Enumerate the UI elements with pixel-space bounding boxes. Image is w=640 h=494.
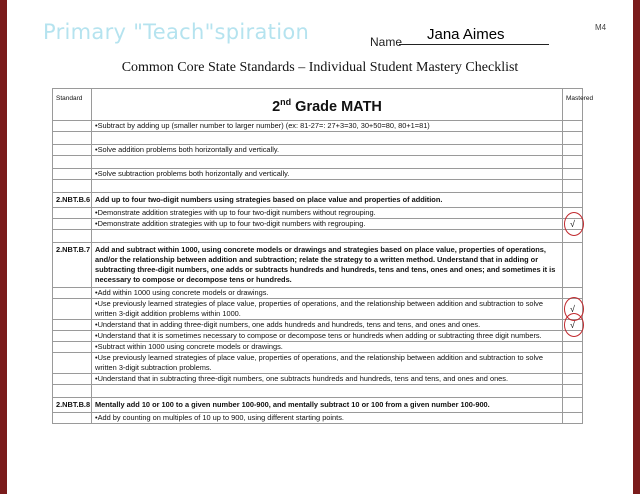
standard-code-cell bbox=[53, 132, 92, 145]
table-row bbox=[53, 320, 583, 331]
standard-code-cell bbox=[53, 121, 92, 132]
mastered-cell[interactable] bbox=[563, 353, 583, 374]
mastery-checklist-table bbox=[52, 88, 594, 424]
mastered-cell[interactable] bbox=[563, 374, 583, 385]
table-row bbox=[53, 208, 583, 219]
skill-description-cell: •Solve addition problems both horizontally and vertically. bbox=[92, 145, 563, 156]
checkmark-icon: √ bbox=[570, 219, 575, 229]
title-grade-number: 2 bbox=[272, 98, 281, 115]
standard-code-cell bbox=[53, 385, 92, 398]
page-subtitle: Common Core State Standards – Individual Student Mastery Checklist bbox=[121, 60, 519, 75]
skill-description-cell: •Use previously learned strategies of place value, properties of operations, and the relationship between addition and subtraction to solve written 3-digit subtraction problems. bbox=[92, 353, 563, 374]
title-grade-suffix: nd bbox=[280, 97, 292, 108]
standard-code-cell bbox=[53, 145, 92, 156]
table-row bbox=[53, 353, 583, 374]
table-row bbox=[53, 288, 583, 299]
skill-description-cell: •Add by counting on multiples of 10 up to 900, using different starting points. bbox=[92, 413, 563, 424]
mastered-cell[interactable] bbox=[563, 398, 583, 413]
skill-description-cell bbox=[92, 156, 563, 169]
mastered-cell[interactable] bbox=[563, 219, 583, 230]
table-row bbox=[53, 145, 583, 156]
mastered-cell[interactable] bbox=[563, 156, 583, 169]
skill-description-cell: •Understand that in subtracting three-digit numbers, one subtracts hundreds and hundreds, tens and tens, and ones and ones. bbox=[92, 374, 563, 385]
skill-description-cell bbox=[92, 132, 563, 145]
mastered-cell[interactable] bbox=[563, 180, 583, 193]
title-subject: Grade MATH bbox=[291, 98, 382, 115]
standard-code-cell bbox=[53, 208, 92, 219]
mastered-cell[interactable] bbox=[563, 169, 583, 180]
standard-code-cell: 2.NBT.B.7 bbox=[53, 243, 92, 288]
table-row bbox=[53, 121, 583, 132]
table-row bbox=[53, 156, 583, 169]
mastered-cell[interactable] bbox=[563, 413, 583, 424]
skill-description-cell bbox=[92, 230, 563, 243]
column-header-mastered: Mastered bbox=[563, 89, 583, 121]
checkmark-icon: √ bbox=[570, 320, 575, 330]
skill-description-cell: •Demonstrate addition strategies with up to four two-digit numbers without regrouping. bbox=[92, 208, 563, 219]
standard-code-cell bbox=[53, 320, 92, 331]
standard-description-cell: Mentally add 10 or 100 to a given number 100-900, and mentally subtract 10 or 100 from a given number 100-900. bbox=[92, 398, 563, 413]
checkmark-icon: √ bbox=[570, 304, 575, 314]
standard-code-cell bbox=[53, 342, 92, 353]
column-header-standard: Standard bbox=[53, 89, 92, 121]
skill-description-cell: •Solve subtraction problems both horizontally and vertically. bbox=[92, 169, 563, 180]
standard-code-cell: 2.NBT.B.6 bbox=[53, 193, 92, 208]
table-row bbox=[53, 342, 583, 353]
standard-code-cell bbox=[53, 374, 92, 385]
skill-description-cell: •Add within 1000 using concrete models or drawings. bbox=[92, 288, 563, 299]
standard-description-cell: Add up to four two-digit numbers using strategies based on place value and properties of addition. bbox=[92, 193, 563, 208]
worksheet-page bbox=[7, 0, 633, 494]
table-row bbox=[53, 193, 583, 208]
skill-description-cell: •Subtract within 1000 using concrete models or drawings. bbox=[92, 342, 563, 353]
mastered-cell[interactable] bbox=[563, 243, 583, 288]
table-row bbox=[53, 132, 583, 145]
mastered-cell[interactable] bbox=[563, 331, 583, 342]
sheet-code: M4 bbox=[595, 23, 607, 32]
table-row bbox=[53, 169, 583, 180]
table-row bbox=[53, 180, 583, 193]
table-row bbox=[53, 331, 583, 342]
skill-description-cell: •Demonstrate addition strategies with up to four two-digit numbers with regrouping. bbox=[92, 219, 563, 230]
standard-code-cell bbox=[53, 413, 92, 424]
standard-code-cell bbox=[53, 288, 92, 299]
standard-code-cell: 2.NBT.B.8 bbox=[53, 398, 92, 413]
mastered-cell[interactable] bbox=[563, 342, 583, 353]
name-underline bbox=[399, 44, 549, 45]
brand-logo-text: Primary "Teach"spiration bbox=[43, 20, 310, 44]
name-label: Name bbox=[370, 35, 403, 49]
mastered-cell[interactable] bbox=[563, 230, 583, 243]
standard-code-cell bbox=[53, 219, 92, 230]
mastered-cell[interactable] bbox=[563, 145, 583, 156]
skill-description-cell: •Understand that it is sometimes necessary to compose or decompose tens or hundreds when adding or subtracting three digit numbers. bbox=[92, 331, 563, 342]
standard-description-cell: Add and subtract within 1000, using concrete models or drawings and strategies based on place value, properties of operations, and/or the relationship between addition and subtraction; relate the strategy to a written method. Understand that in adding or subtracting three-digit numbers, one adds or subtracts hundreds and hundreds, tens and tens, ones and ones; and sometimes it is necessary to compose or decompose tens or hundreds. bbox=[92, 243, 563, 288]
mastered-cell[interactable] bbox=[563, 193, 583, 208]
table-row bbox=[53, 243, 583, 288]
table-row bbox=[53, 219, 583, 230]
standard-code-cell bbox=[53, 230, 92, 243]
table-row bbox=[53, 230, 583, 243]
student-name: Jana Aimes bbox=[427, 26, 505, 43]
standard-code-cell bbox=[53, 180, 92, 193]
standard-code-cell bbox=[53, 169, 92, 180]
standard-code-cell bbox=[53, 331, 92, 342]
table-row bbox=[53, 299, 583, 320]
table-title bbox=[92, 89, 563, 121]
standard-code-cell bbox=[53, 156, 92, 169]
table-header-row bbox=[53, 89, 583, 121]
mastered-cell[interactable] bbox=[563, 320, 583, 331]
skill-description-cell: •Use previously learned strategies of place value, properties of operations, and the relationship between addition and subtraction to solve written 3-digit addition problems within 1000. bbox=[92, 299, 563, 320]
table-row bbox=[53, 398, 583, 413]
table-row bbox=[53, 374, 583, 385]
table-row bbox=[53, 385, 583, 398]
skill-description-cell bbox=[92, 385, 563, 398]
table-row bbox=[53, 413, 583, 424]
mastered-cell[interactable] bbox=[563, 385, 583, 398]
mastered-cell[interactable] bbox=[563, 132, 583, 145]
standard-code-cell bbox=[53, 353, 92, 374]
skill-description-cell: •Subtract by adding up (smaller number to larger number) (ex: 81-27=: 27+3=30, 30+50=80, 80+1=81) bbox=[92, 121, 563, 132]
mastered-cell[interactable] bbox=[563, 121, 583, 132]
skill-description-cell bbox=[92, 180, 563, 193]
skill-description-cell: •Understand that in adding three-digit numbers, one adds hundreds and hundreds, tens and tens, and ones and ones. bbox=[92, 320, 563, 331]
standard-code-cell bbox=[53, 299, 92, 320]
